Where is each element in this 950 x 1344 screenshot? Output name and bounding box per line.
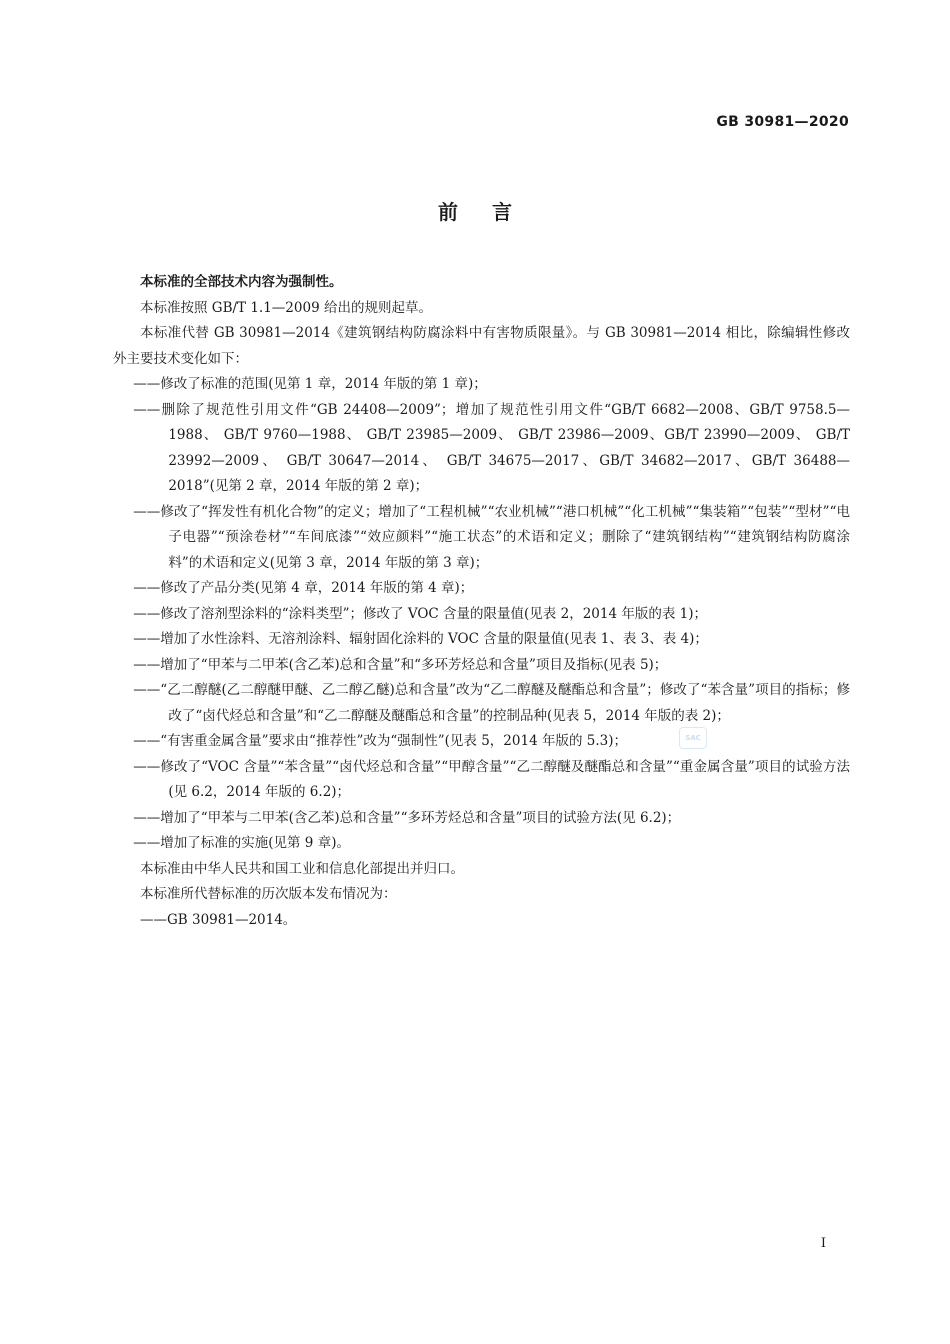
list-item: ——增加了水性涂料、无溶剂涂料、辐射固化涂料的 VOC 含量的限量值(见表 1、表 3、表 4)；	[133, 631, 708, 647]
standard-number: GB 30981—2020	[716, 114, 849, 130]
list-item: ——修改了标准的范围(见第 1 章，2014 年版的第 1 章)；	[133, 376, 487, 392]
list-item: ——增加了“甲苯与二甲苯(含乙苯)总和含量”“多环芳烃总和含量”项目的试验方法(见 6.2)；	[133, 809, 681, 826]
paragraph-proposer: 本标准由中华人民共和国工业和信息化部提出并归口。	[140, 860, 464, 877]
list-item: ——修改了“挥发性有机化合物”的定义；增加了“工程机械”“农业机械”“港口机械”“化工机械”“集装箱”“包装”“型材”“电子电器”“预涂卷材”“车间底漆”“效应颜料”“施工状态”的术语和定义；删除了“建筑钢结构”“建筑钢结构防腐涂料”的术语和定义(见第 3 章，2014 年版的第 3 章)；	[133, 503, 850, 571]
paragraph-replacement: 本标准代替 GB 30981—2014《建筑钢结构防腐涂料中有害物质限量》。与 GB 30981—2014 相比，除编辑性修改外主要技术变化如下：	[113, 325, 850, 367]
page-title: 前言	[438, 200, 546, 224]
paragraph-drafting-rules: 本标准按照 GB/T 1.1—2009 给出的规则起草。	[140, 299, 432, 316]
list-item: ——“有害重金属含量”要求由“推荐性”改为“强制性”(见表 5，2014 年版的 5.3)；	[133, 733, 627, 749]
page-number: I	[820, 1236, 826, 1251]
list-item: ——“乙二醇醚(乙二醇醚甲醚、乙二醇乙醚)总和含量”改为“乙二醇醚及醚酯总和含量”；修改了“苯含量”项目的指标；修改了“卤代烃总和含量”和“乙二醇醚及醚酯总和含量”的控制品种(见表 5，2014 年版的表 2)；	[133, 682, 850, 724]
list-item: ——增加了标准的实施(见第 9 章)。	[133, 835, 350, 851]
list-item: ——删除了规范性引用文件“GB 24408—2009”；增加了规范性引用文件“GB/T 6682—2008、GB/T 9758.5—1988、 GB/T 9760—1988、 GB/T 23985—2009、 GB/T 23986—2009、GB/T 23990—2009、 GB/T 23992—2009、 GB/T 30647—2014、 GB/T 34675—2017、GB/T 34682—2017、GB/T 36488—2018”(见第 2 章，2014 年版的第 2 章)；	[133, 401, 850, 494]
paragraph-history: 本标准所代替标准的历次版本发布情况为：	[140, 886, 397, 902]
document-body	[113, 270, 850, 933]
history-item: ——GB 30981—2014。	[140, 911, 297, 928]
list-item: ——修改了产品分类(见第 4 章，2014 年版的第 4 章)；	[133, 580, 474, 596]
paragraph-mandatory: 本标准的全部技术内容为强制性。	[140, 274, 343, 290]
changes-list	[113, 372, 850, 857]
list-item: ——修改了溶剂型涂料的“涂料类型”；修改了 VOC 含量的限量值(见表 2，2014 年版的表 1)；	[133, 605, 707, 622]
list-item: ——修改了“VOC 含量”“苯含量”“卤代烃总和含量”“甲醇含量”“乙二醇醚及醚酯总和含量”“重金属含量”项目的试验方法(见 6.2，2014 年版的 6.2)；	[133, 758, 850, 800]
sac-watermark: SAC	[679, 727, 707, 749]
list-item: ——增加了“甲苯与二甲苯(含乙苯)总和含量”和“多环芳烃总和含量”项目及指标(见表 5)；	[133, 656, 668, 673]
